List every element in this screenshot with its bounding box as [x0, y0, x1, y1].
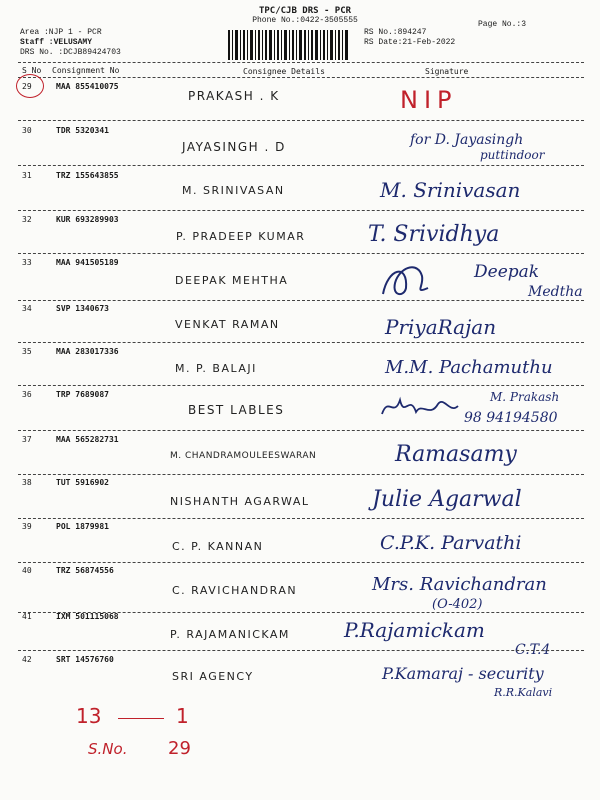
signature: M.M. Pachamuthu	[385, 357, 553, 378]
consignee-name: BEST LABLES	[188, 403, 285, 417]
signature-note: Medtha	[528, 284, 583, 300]
signature-scribble	[380, 392, 460, 422]
consignee-name: P. RAJAMANICKAM	[170, 628, 290, 641]
signature: P.Rajamickam	[344, 618, 485, 642]
sno-label: S.No.	[88, 740, 128, 758]
signature: for D. Jayasingh	[410, 132, 524, 148]
row-divider	[18, 253, 584, 254]
signature: M. Srinivasan	[380, 178, 521, 202]
row-number: 39	[22, 522, 32, 531]
consignment-number: TRZ 155643855	[56, 171, 119, 180]
row-divider	[18, 165, 584, 166]
signature: Ramasamy	[395, 442, 517, 467]
signature: Julie Agarwal	[372, 487, 522, 512]
consignee-name: DEEPAK MEHTHA	[175, 274, 289, 287]
consignment-number: MAA 941505189	[56, 258, 119, 267]
row-divider	[18, 518, 584, 519]
row-divider	[18, 120, 584, 121]
row-number: 35	[22, 347, 32, 356]
consignee-name: JAYASINGH . D	[182, 140, 286, 154]
row-number: 36	[22, 390, 32, 399]
rs-date-field: RS Date:21-Feb-2022	[364, 38, 456, 47]
barcode-image	[228, 30, 348, 60]
consignment-number: SVP 1340673	[56, 304, 109, 313]
consignment-number: SRT 14576760	[56, 655, 114, 664]
drs-number-field: DRS No. :DCJB89424703	[20, 48, 121, 57]
consignee-name: NISHANTH AGARWAL	[170, 495, 310, 508]
document-title: TPC/CJB DRS - PCR	[258, 6, 352, 16]
consignment-number: POL 1879981	[56, 522, 109, 531]
tally-count: 13	[76, 704, 102, 728]
consignee-name: PRAKASH . K	[188, 89, 280, 103]
signature-note: puttindoor	[480, 148, 545, 162]
consignment-number: TRZ 56874556	[56, 566, 114, 575]
row-number: 34	[22, 304, 32, 313]
phone-number: Phone No.:0422-3505555	[252, 16, 358, 25]
consignee-name: P. PRADEEP KUMAR	[176, 230, 306, 243]
signature: Mrs. Ravichandran	[372, 574, 547, 595]
tally-value: 1	[176, 704, 189, 728]
row-number: 32	[22, 215, 32, 224]
consignment-number: MAA 855410075	[56, 82, 119, 91]
header-divider-bottom	[18, 77, 584, 78]
column-header-consignee: Consignee Details	[243, 67, 325, 76]
row-divider	[18, 210, 584, 211]
row-divider	[18, 474, 584, 475]
consignment-number: TRP 7689087	[56, 390, 109, 399]
sno-value: 29	[168, 738, 191, 759]
header-left-block	[20, 28, 121, 58]
area-field: Area :NJP 1 - PCR	[20, 28, 102, 37]
signature-note: (O-402)	[432, 597, 483, 612]
consignee-name: SRI AGENCY	[172, 670, 254, 683]
row-number: 37	[22, 435, 32, 444]
row-divider	[18, 650, 584, 651]
consignment-number: TDR 5320341	[56, 126, 109, 135]
signature: T. Srividhya	[368, 222, 500, 247]
row-number: 30	[22, 126, 32, 135]
signature-note: C.T.4	[515, 642, 551, 658]
page-number: Page No.:3	[478, 20, 527, 29]
consignment-number: MAA 565282731	[56, 435, 119, 444]
rs-number-field: RS No.:894247	[364, 28, 427, 37]
column-header-signature: Signature	[425, 67, 469, 76]
row-divider	[18, 342, 584, 343]
signature: M. Prakash	[490, 390, 560, 404]
row-divider	[18, 562, 584, 563]
consignment-number: MAA 283017336	[56, 347, 119, 356]
row-divider	[18, 430, 584, 431]
consignment-number: KUR 693289903	[56, 215, 119, 224]
signature: PriyaRajan	[385, 315, 497, 339]
consignee-name: C. P. KANNAN	[172, 540, 264, 553]
row-number: 38	[22, 478, 32, 487]
consignee-name: M. P. BALAJI	[175, 362, 257, 375]
document-header	[225, 6, 385, 25]
row-number: 42	[22, 655, 32, 664]
signature-note: 98 94194580	[464, 410, 558, 426]
row-divider	[18, 385, 584, 386]
consignment-number: TUT 5916902	[56, 478, 109, 487]
column-header-sno: S No	[22, 66, 42, 75]
signature: NIP	[400, 86, 458, 114]
header-right-block	[364, 28, 455, 48]
signature: Deepak	[474, 262, 540, 282]
signature-scribble	[378, 258, 438, 302]
row-number: 33	[22, 258, 32, 267]
header-divider-top	[18, 62, 584, 63]
consignee-name: M. SRINIVASAN	[182, 184, 285, 197]
row-divider	[18, 300, 584, 301]
staff-field: Staff :VELUSAMY	[20, 38, 93, 47]
signature: C.P.K. Parvathi	[380, 532, 522, 554]
consignee-name: VENKAT RAMAN	[175, 318, 280, 331]
tally-dash	[118, 718, 164, 719]
column-header-consignment: Consignment No	[52, 66, 120, 75]
row-number: 41	[22, 612, 32, 621]
signature: P.Kamaraj - security	[382, 664, 544, 683]
row-number: 40	[22, 566, 32, 575]
row-number: 31	[22, 171, 32, 180]
consignee-name: M. CHANDRAMOULEESWARAN	[170, 451, 317, 461]
consignee-name: C. RAVICHANDRAN	[172, 584, 298, 597]
signature-note: R.R.Kalavi	[494, 686, 553, 699]
consignment-number: IXM 501115068	[56, 612, 119, 621]
row-number: 29	[22, 82, 32, 91]
